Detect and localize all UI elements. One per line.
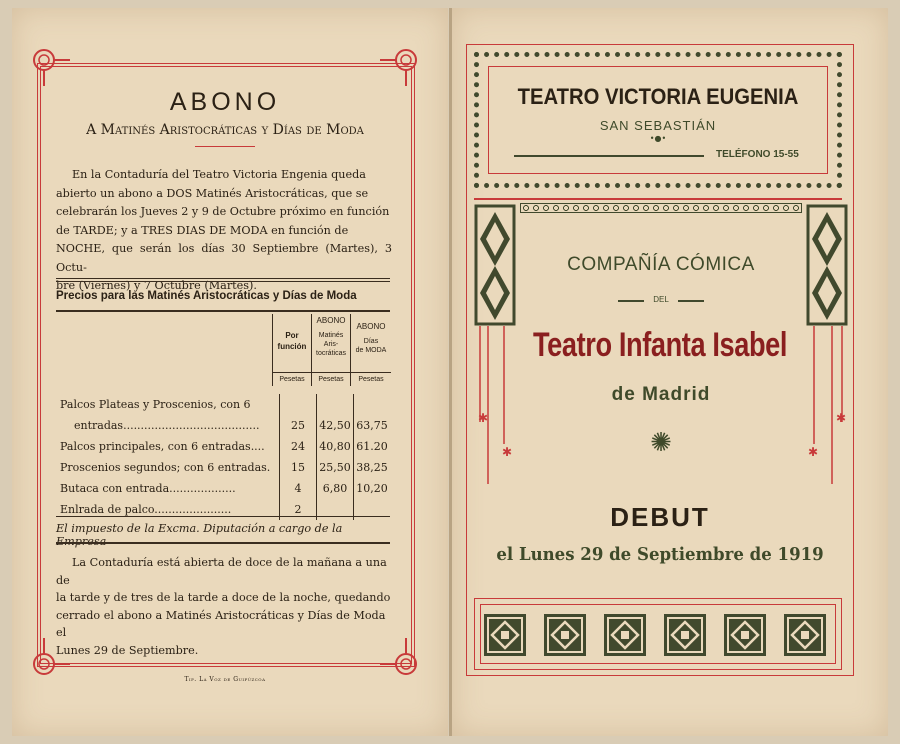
tile-row bbox=[482, 612, 834, 658]
intro-line: de TARDE; y a TRES DIAS DE MODA en función de bbox=[56, 223, 349, 237]
closing-line: La Contaduría está abierta de doce de la mañana a una de bbox=[56, 556, 387, 587]
dotted-band bbox=[520, 203, 802, 213]
price-cell: 25 bbox=[280, 415, 317, 436]
column-unit: Pesetas bbox=[358, 376, 384, 383]
origin-city: de Madrid bbox=[611, 384, 711, 405]
theatre-name: TEATRO VICTORIA EUGENIA bbox=[517, 84, 799, 109]
column-header: ABONO bbox=[316, 316, 346, 325]
price-cell: 15 bbox=[280, 457, 317, 478]
tax-note: El impuesto de la Excma. Diputación a cargo de la Empresa bbox=[56, 522, 343, 548]
right-pillar-ornament bbox=[806, 204, 850, 518]
rose-corner-icon bbox=[380, 46, 420, 86]
intro-line: En la Contaduría del Teatro Victoria Engenia queda bbox=[72, 168, 366, 181]
tile-icon bbox=[544, 614, 586, 656]
divider bbox=[56, 278, 390, 282]
closing-line: cerrado el abono a Matinés Aristocráticas y Días de Moda el bbox=[56, 608, 386, 639]
price-cell: 25,50 bbox=[317, 457, 354, 478]
closing-line: la tarde y de tres de la tarde a doce de la noche, quedando bbox=[56, 591, 391, 604]
price-cell: 10,20 bbox=[354, 478, 391, 499]
price-cell: 6,80 bbox=[317, 478, 354, 499]
debut-label: DEBUT bbox=[610, 502, 710, 532]
intro-paragraph bbox=[56, 166, 392, 296]
svg-text:✱: ✱ bbox=[836, 411, 847, 425]
row-label: entradas....................................... bbox=[74, 419, 260, 432]
column-header: ABONO bbox=[356, 322, 386, 331]
divider bbox=[474, 198, 842, 200]
column-header: Por función bbox=[277, 331, 307, 351]
closing-line: Lunes 29 de Septiembre. bbox=[56, 643, 199, 657]
del-label: DEL bbox=[653, 295, 669, 304]
table-row bbox=[60, 457, 390, 478]
tile-icon bbox=[784, 614, 826, 656]
tile-icon bbox=[484, 614, 526, 656]
price-cell: 63,75 bbox=[354, 415, 391, 436]
table-row bbox=[60, 415, 390, 436]
row-label: Enlrada de palco...................... bbox=[60, 503, 232, 516]
debut-date: el Lunes 29 de Septiembre de 1919 bbox=[496, 544, 824, 565]
table-row bbox=[60, 394, 390, 415]
column-subheader: Días de MODA bbox=[355, 338, 387, 354]
divider bbox=[56, 516, 390, 517]
svg-text:✱: ✱ bbox=[502, 445, 513, 459]
svg-text:✱: ✱ bbox=[478, 411, 489, 425]
rose-corner-icon bbox=[30, 46, 70, 86]
ornament-icon: •●• bbox=[649, 134, 667, 143]
abono-subtitle: A Matinés Aristocráticas y Días de Moda bbox=[86, 122, 364, 138]
prices-header bbox=[272, 314, 391, 386]
left-pillar-ornament bbox=[474, 204, 518, 518]
divider bbox=[514, 155, 704, 157]
column-unit: Pesetas bbox=[279, 376, 305, 383]
row-label: Palcos principales, con 6 entradas.... bbox=[60, 440, 265, 453]
abono-title: ABONO bbox=[169, 88, 281, 116]
printer-credit: Tip. La Voz de Guipúzcoa bbox=[184, 676, 266, 683]
row-label: Proscenios segundos; con 6 entradas. bbox=[60, 461, 271, 474]
divider bbox=[195, 146, 255, 147]
tile-icon bbox=[604, 614, 646, 656]
tile-icon bbox=[724, 614, 766, 656]
intro-line: abierto un abono a DOS Matinés Aristocráticas, que se bbox=[56, 186, 369, 200]
closing-paragraph bbox=[56, 554, 392, 659]
column-unit: Pesetas bbox=[318, 376, 344, 383]
flourish-icon: ✺ bbox=[650, 428, 672, 458]
row-label: Palcos Plateas y Proscenios, con 6 bbox=[60, 398, 251, 411]
company: COMPAÑÍA CÓMICA bbox=[567, 254, 755, 275]
origin-theatre: Teatro Infanta Isabel bbox=[532, 326, 788, 364]
intro-line: bre (Viernes) y 7 Octubre (Martes). bbox=[56, 279, 257, 292]
intro-line: NOCHE, que serán los días 30 Septiembre (Martes), 3 Octu- bbox=[56, 242, 392, 274]
row-label: Butaca con entrada................... bbox=[60, 482, 236, 495]
price-cell: 24 bbox=[280, 436, 317, 457]
divider bbox=[56, 310, 390, 312]
city: SAN SEBASTIÁN bbox=[599, 118, 717, 133]
price-cell: 61.20 bbox=[354, 436, 391, 457]
price-cell: 42,50 bbox=[317, 415, 354, 436]
phone: TELÉFONO 15-55 bbox=[716, 149, 799, 160]
price-cell: 40,80 bbox=[317, 436, 354, 457]
price-cell: 38,25 bbox=[354, 457, 391, 478]
price-cell: 4 bbox=[280, 478, 317, 499]
prices-table bbox=[60, 394, 390, 520]
prices-title: Precios para las Matinés Aristocráticas y Días de Moda bbox=[56, 290, 357, 302]
divider bbox=[56, 542, 390, 544]
table-row bbox=[60, 478, 390, 499]
tile-icon bbox=[664, 614, 706, 656]
column-subheader: Matinés Aris- tocráticas bbox=[316, 332, 346, 357]
svg-text:✱: ✱ bbox=[808, 445, 819, 459]
price-cell: 2 bbox=[280, 499, 317, 520]
intro-line: celebrarán los Jueves 2 y 9 de Octubre próximo en función bbox=[56, 205, 390, 218]
table-row bbox=[60, 436, 390, 457]
